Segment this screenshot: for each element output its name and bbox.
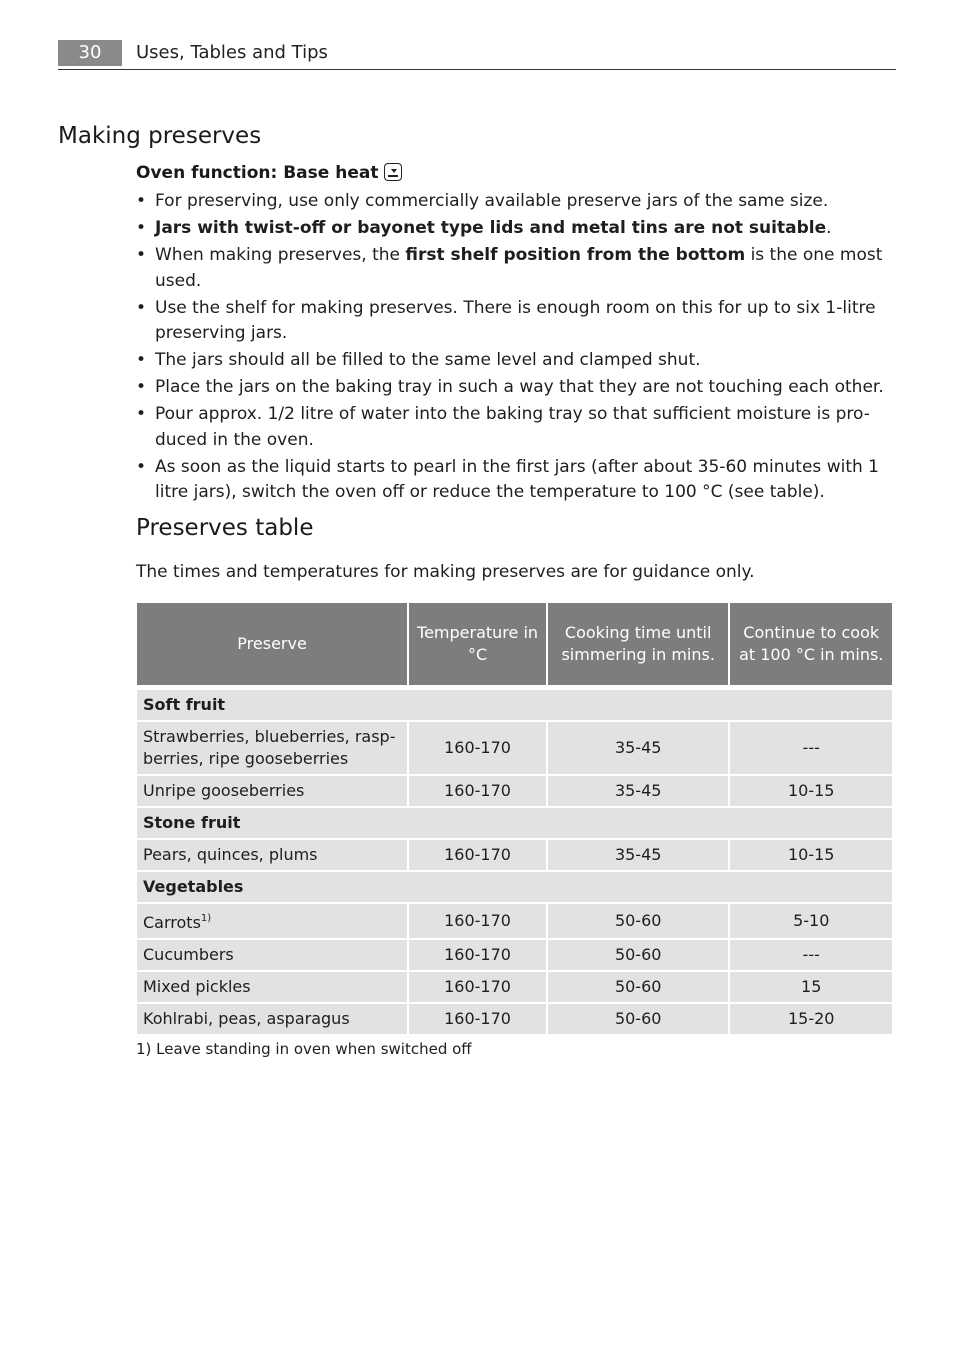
cooking-time-cell: 50-60 (548, 972, 728, 1002)
bullet-item (136, 348, 896, 374)
group-name: Soft fruit (137, 690, 892, 720)
cooking-time-cell: 50-60 (548, 1004, 728, 1034)
temperature-cell: 160-170 (409, 904, 546, 938)
base-heat-icon (384, 163, 402, 181)
cooking-time-cell: 50-60 (548, 904, 728, 938)
group-row (137, 872, 892, 902)
table-row (137, 972, 892, 1002)
bullet-item (136, 296, 896, 347)
preserve-name-cell (137, 722, 407, 774)
bullet-item (136, 243, 896, 294)
preserve-name: Cucumbers (143, 945, 234, 964)
cooking-time-cell: 35-45 (548, 840, 728, 870)
continue-cell: 15 (730, 972, 892, 1002)
bullet-item (136, 375, 896, 401)
group-row (137, 690, 892, 720)
table-row (137, 722, 892, 774)
preserve-name-cell (137, 904, 407, 938)
temperature-cell: 160-170 (409, 940, 546, 970)
bold-text: Jars with twist-off or bayonet type lids and metal tins are not suitable (155, 218, 827, 238)
preserves-table (135, 601, 894, 1036)
preserve-name: Mixed pickles (143, 977, 251, 996)
footnote: 1) Leave standing in oven when switched off (136, 1040, 472, 1058)
continue-cell: 10-15 (730, 776, 892, 806)
instruction-list (136, 189, 896, 507)
preserve-name: Carrots (143, 913, 201, 932)
continue-cell: --- (730, 940, 892, 970)
table-header-row (137, 603, 892, 685)
temperature-cell: 160-170 (409, 1004, 546, 1034)
guidance-note: The times and temperatures for making preserves are for guidance only. (136, 562, 755, 582)
bullet-text: For preserving, use only commercially available preserve jars of the same size. (155, 191, 829, 211)
bullet-text: Pour approx. 1/2 litre of water into the baking tray so that sufficient moisture is pro-duced in the oven. (155, 404, 870, 450)
oven-function (136, 160, 402, 186)
preserve-name-cell (137, 776, 407, 806)
header-temperature: Temperature in °C (409, 603, 546, 685)
page-header (58, 40, 896, 70)
bullet-text: The jars should all be filled to the same level and clamped shut. (155, 350, 701, 370)
bullet-item (136, 216, 896, 242)
continue-cell: 10-15 (730, 840, 892, 870)
bullet-text: Use the shelf for making preserves. There is enough room on this for up to six 1-litre preserving jars. (155, 297, 876, 343)
continue-cell: 15-20 (730, 1004, 892, 1034)
group-row (137, 808, 892, 838)
bullet-item (136, 189, 896, 215)
bullet-item (136, 402, 896, 453)
group-name: Vegetables (137, 872, 892, 902)
header-continue: Continue to cook at 100 °C in mins. (730, 603, 892, 685)
cooking-time-cell: 50-60 (548, 940, 728, 970)
preserve-name: Strawberries, blueberries, rasp-berries, ripe gooseberries (143, 727, 396, 768)
preserve-name: Kohlrabi, peas, asparagus (143, 1009, 350, 1028)
preserve-name: Unripe gooseberries (143, 781, 305, 800)
continue-cell: 5-10 (730, 904, 892, 938)
table-row (137, 840, 892, 870)
bullet-text: As soon as the liquid starts to pearl in the first jars (after about 35-60 minutes with 1 litre jars), switch the oven off or reduce the temperature to 100 °C (see table). (155, 456, 879, 502)
table-row (137, 1004, 892, 1034)
preserve-name-cell (137, 1004, 407, 1034)
bullet-text: . (826, 218, 832, 238)
group-name: Stone fruit (137, 808, 892, 838)
header-cooking-time: Cooking time until simmering in mins. (548, 603, 728, 685)
cooking-time-cell: 35-45 (548, 722, 728, 774)
bullet-item (136, 455, 896, 506)
preserve-name-cell (137, 972, 407, 1002)
page-number: 30 (58, 40, 122, 66)
temperature-cell: 160-170 (409, 972, 546, 1002)
preserve-name: Pears, quinces, plums (143, 845, 318, 864)
temperature-cell: 160-170 (409, 722, 546, 774)
header-preserve: Preserve (137, 603, 407, 685)
footnote-marker: 1) (200, 913, 212, 924)
oven-function-label: Oven function: Base heat (136, 163, 379, 183)
table-row (137, 904, 892, 938)
preserve-name-cell (137, 940, 407, 970)
temperature-cell: 160-170 (409, 776, 546, 806)
bullet-text: Place the jars on the baking tray in such a way that they are not touching each other. (155, 377, 884, 397)
temperature-cell: 160-170 (409, 840, 546, 870)
preserve-name-cell (137, 840, 407, 870)
cooking-time-cell: 35-45 (548, 776, 728, 806)
table-body (137, 687, 892, 1034)
table-title: Preserves table (136, 515, 314, 541)
continue-cell: --- (730, 722, 892, 774)
bullet-text: When making preserves, the (155, 245, 406, 265)
table-row (137, 776, 892, 806)
section-title: Making preserves (58, 123, 262, 149)
table-row (137, 940, 892, 970)
bold-text: first shelf position from the bottom (405, 245, 746, 265)
header-title: Uses, Tables and Tips (136, 42, 328, 63)
bullet-text: is the one most used. (155, 245, 883, 291)
